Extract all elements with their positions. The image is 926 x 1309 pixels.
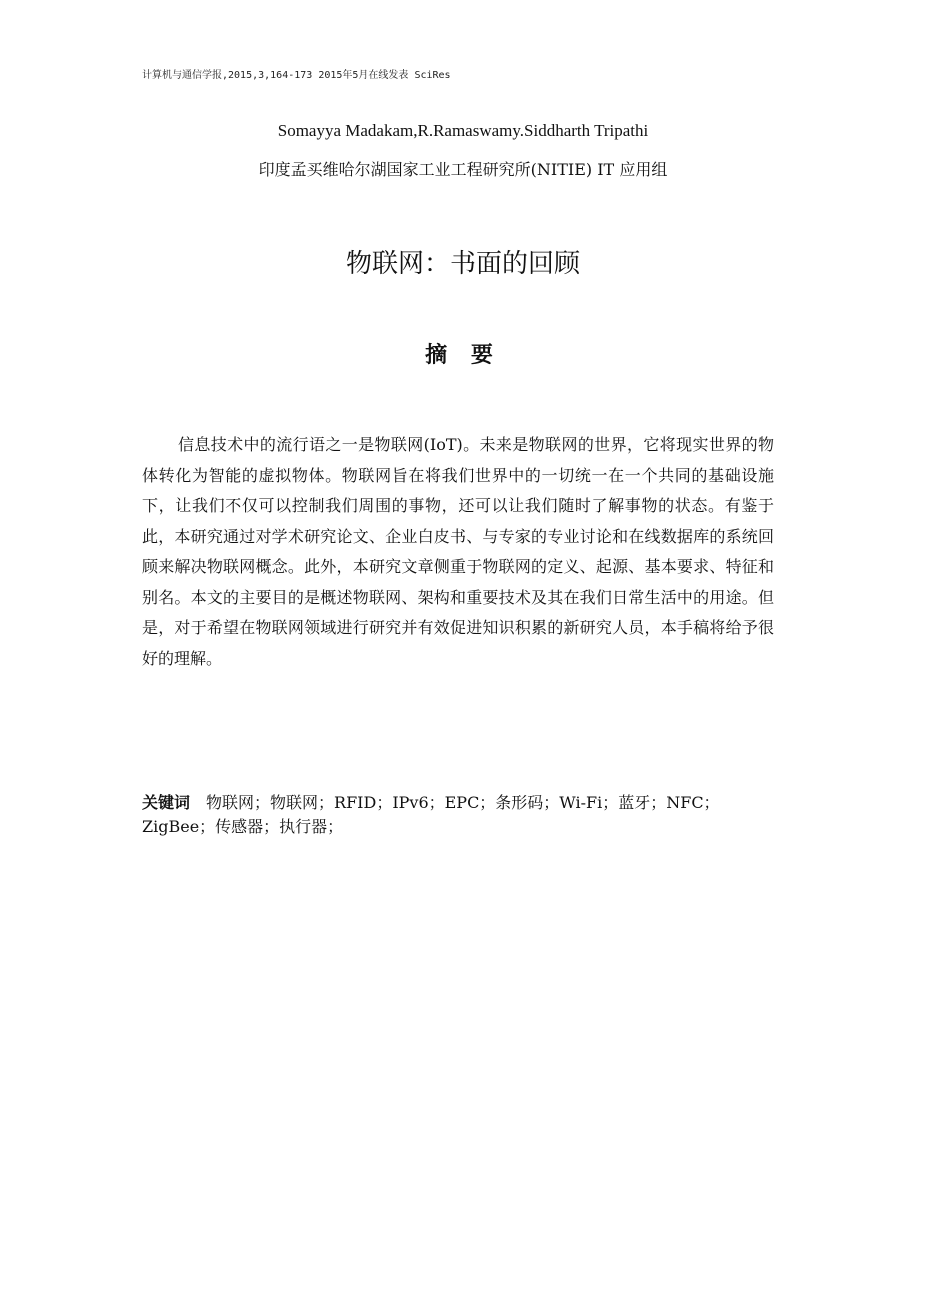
paper-title: 物联网：书面的回顾 (345, 249, 580, 279)
keywords-section (142, 791, 782, 839)
journal-header-note: 计算机与通信学报,2015,3,164-173 2015年5月在线发表 SciRes (142, 70, 451, 81)
author-list: Somayya Madakam,R.Ramaswamy.Siddharth Tripathi (277, 121, 649, 140)
keywords-label: 关键词 (142, 793, 191, 812)
author-affiliation: 印度孟买维哈尔湖国家工业工程研究所(NITIE) IT 应用组 (258, 160, 668, 179)
abstract-body: 信息技术中的流行语之一是物联网(IoT)。未来是物联网的世界，它将现实世界的物体转化为智能的虚拟物体。物联网旨在将我们世界中的一切统一在一个共同的基础设施下，让我们不仅可以控制我们周围的事物，还可以让我们随时了解事物的状态。有鉴于此，本研究通过对学术研究论文、企业白皮书、与专家的专业讨论和在线数据库的系统回顾来解决物联网概念。此外，本研究文章侧重于物联网的定义、起源、基本要求、特征和别名。本文的主要目的是概述物联网、架构和重要技术及其在我们日常生活中的用途。但是，对于希望在物联网领域进行研究并有效促进知识积累的新研究人员，本手稿将给予很好的理解。 (142, 435, 774, 668)
abstract-heading: 摘 要 (425, 343, 501, 368)
keywords-text: 物联网；物联网；RFID；IPv6；EPC；条形码；Wi-Fi；蓝牙；NFC；ZigBee；传感器；执行器； (142, 793, 720, 836)
